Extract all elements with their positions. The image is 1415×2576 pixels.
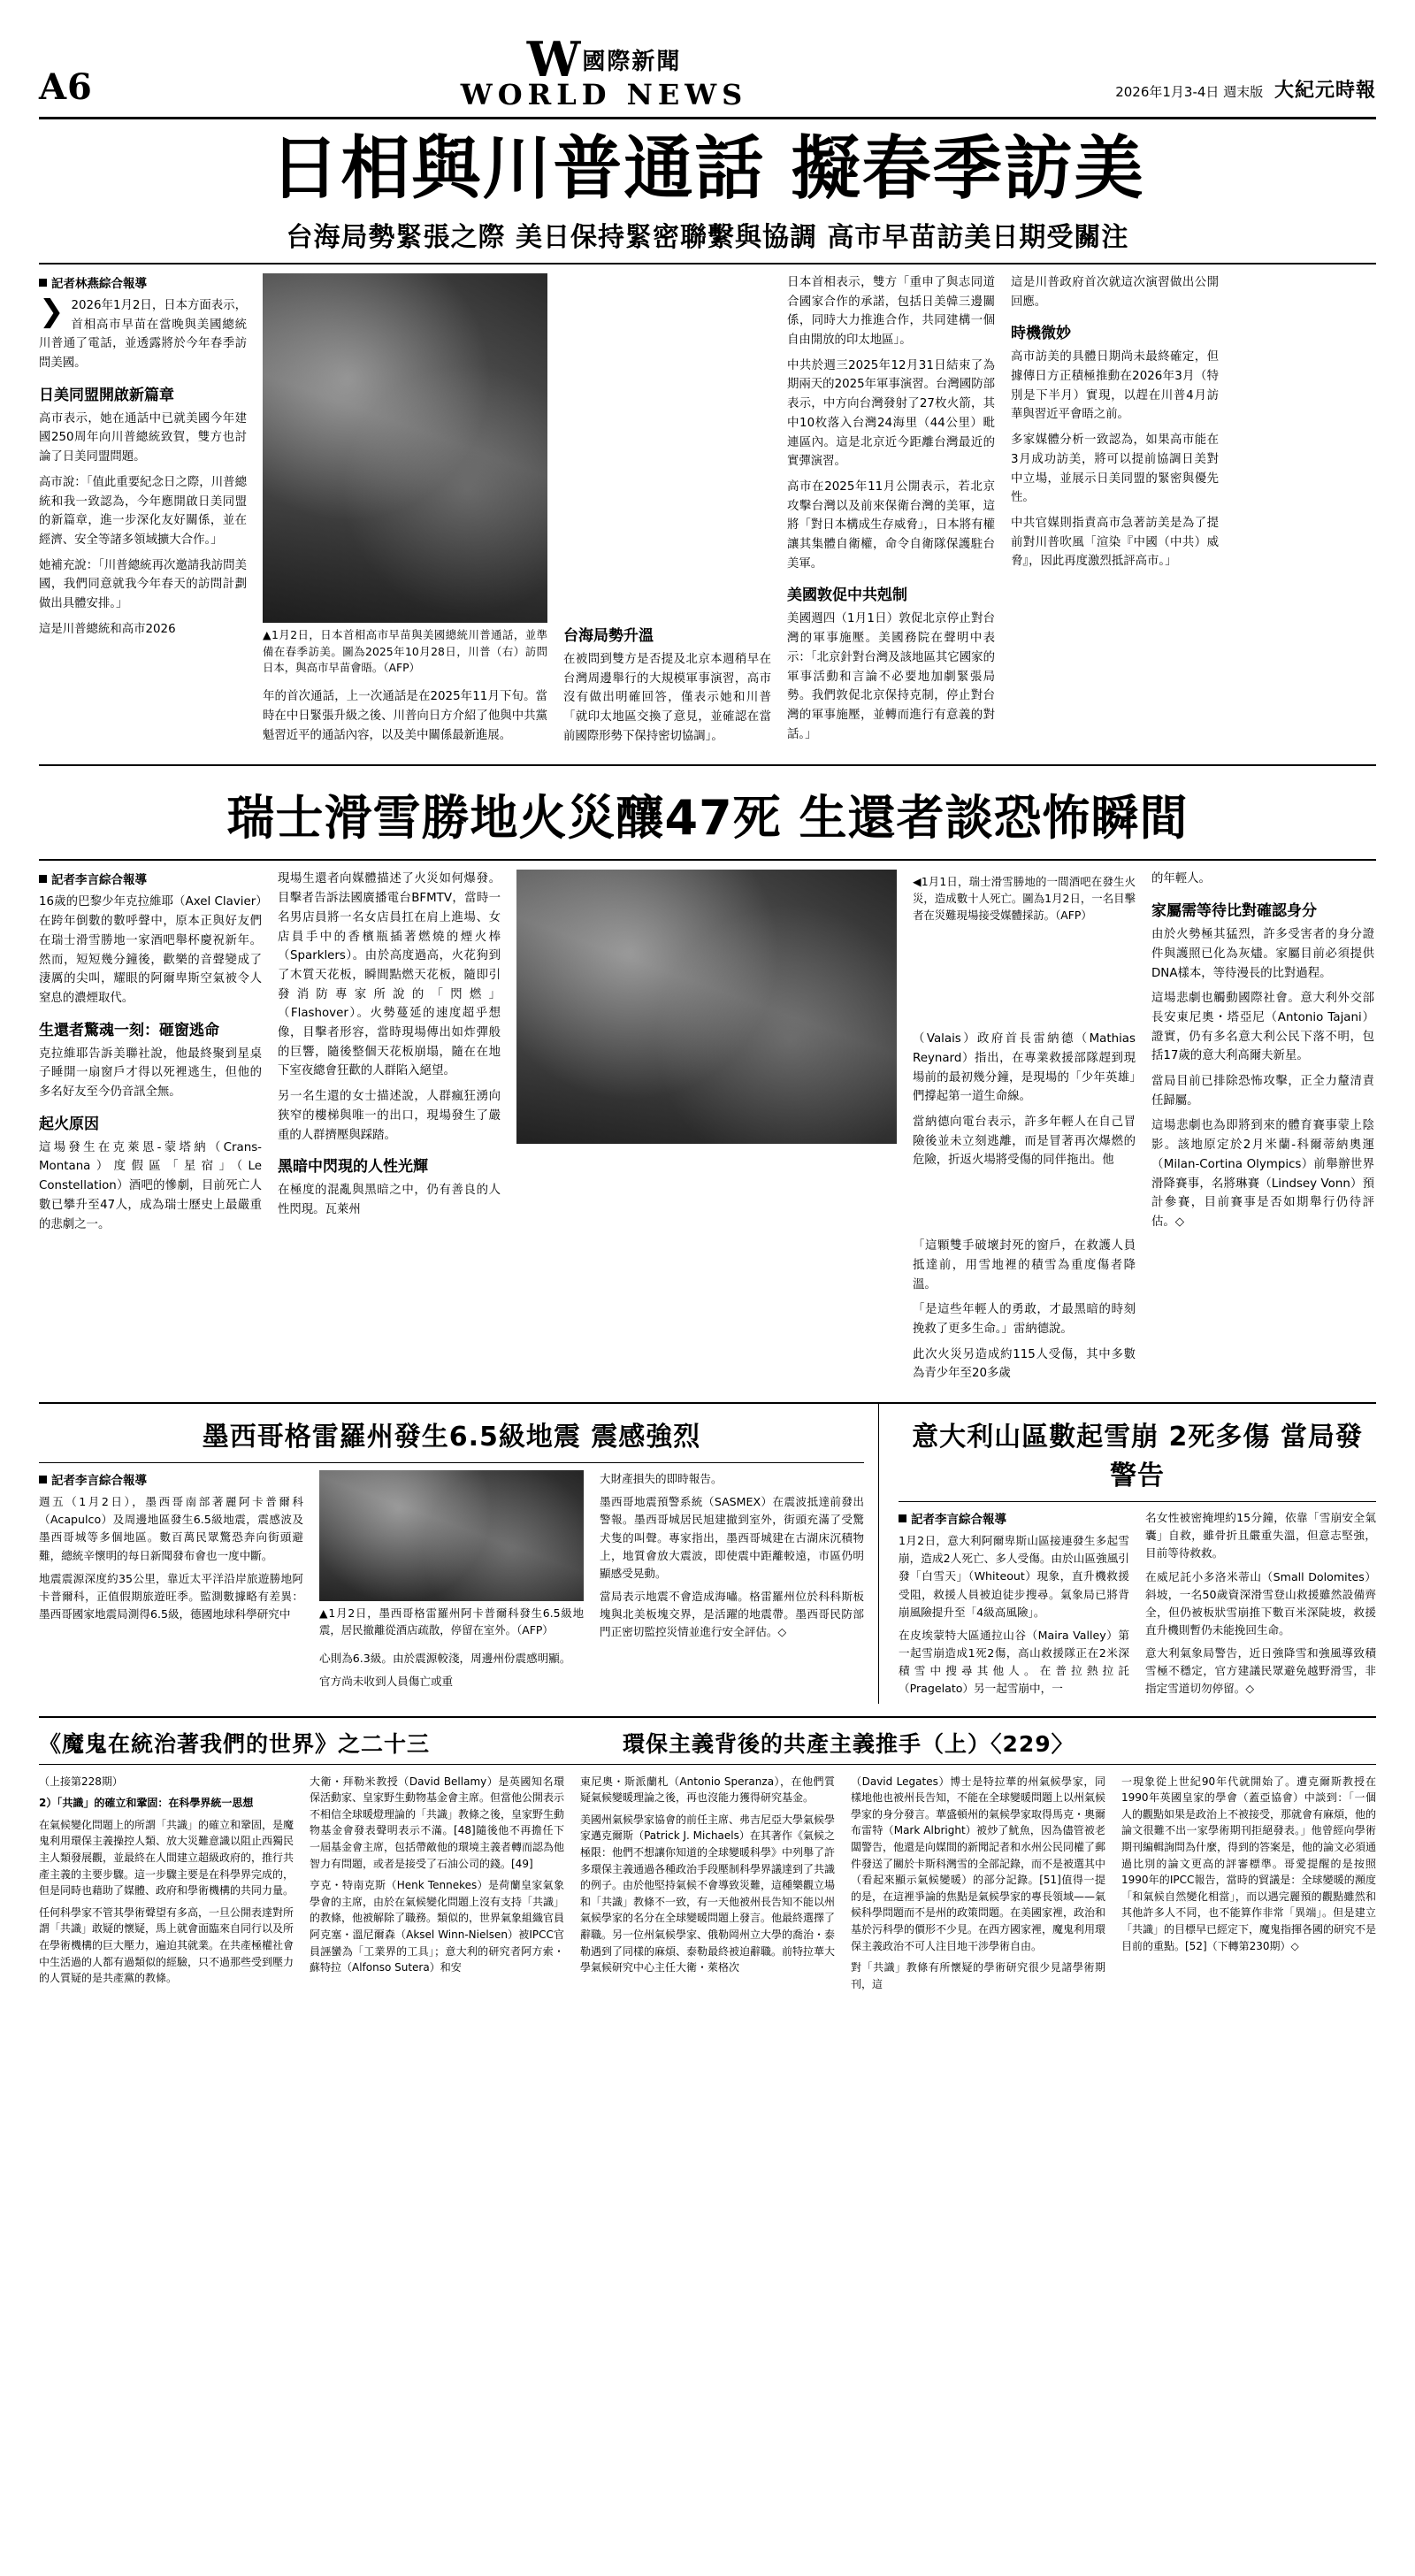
quake-story — [39, 1404, 879, 1703]
swiss-col-1 — [39, 870, 262, 1240]
swiss-section-heading-1: 起火原因 — [39, 1115, 99, 1133]
quake-para: 墨西哥地震預警系統（SASMEX）在震波抵達前發出警報。墨西哥城居民旭建撤到室外，街頭充滿了受驚犬隻的叫聲。專家指出，墨西哥城建在古湖床沉積物上，地質會放大震波，即使震中距離較遠，市區仍明顯感受晃動。 — [600, 1495, 864, 1580]
lead-photo-caption: ▲1月2日，日本首相高市早苗與美國總統川普通話，並準備在春季訪美。圖為2025年10月28日，川普（右）訪問日本，與高市早苗會晤。（AFP） — [263, 627, 547, 675]
lead-para: 美國週四（1月1日）敦促北京停止對台灣的軍事施壓。美國務院在聲明中表示：「北京針對台灣及該地區其它國家的軍事活動和言論不必要地加劇緊張局勢。我們敦促北京保持克制，停止對台灣的軍事施壓，並轉而進行有意義的對話。」 — [787, 612, 995, 741]
quake-col-1 — [39, 1470, 303, 1696]
book-para: 大衛・拜勒米教授（David Bellamy）是英國知名環保活動家、皇家野生動物基金會主席。但當他公開表示不相信全球暖燈理論的「共識」教條之後，皇家野生動物基金會發表聲明表示不滿。[48]隨後他不再擔任下一屆基金會主席，包括帶敵他的環境主義者轉而認為他智力有問題，或者是接受了石油公司的錢。[49] — [310, 1775, 565, 1870]
swiss-para: 這場發生在克萊恩-蒙塔納（Crans-Montana）度假區「星宿」（Le Constellation）酒吧的慘劇，目前死亡人數已攀升至47人，成為瑞士歷史上最嚴重的悲劇之一。 — [39, 1140, 262, 1231]
book-title-row — [39, 1727, 1376, 1759]
book-para: 亨克・特南克斯（Henk Tennekes）是荷蘭皇家氣象學會的主席，由於在氣候變化問題上沒有支持「共識」的教條，他被解除了職務。類似的，世界氣象組織官員阿克塞・溫尼爾森（Aksel Winn-Nielsen）被IPCC官員誣蠻為「工業界的工具」；意大利的研究者阿方索・蘇特拉（Alfonso Sutera）和安 — [310, 1879, 565, 1974]
lead-section-heading-0: 日美同盟開啟新篇章 — [39, 386, 174, 404]
avalanche-para: 名女性被密掩埋約15分鐘，依靠「雪崩安全氣囊」自救，雖骨折且嚴重失溫，但意志堅強，目前等待救救。 — [1145, 1511, 1376, 1560]
lead-col-4 — [787, 273, 995, 753]
swiss-para: （Valais）政府首長雷納德（Mathias Reynard）指出，在專業救援部隊趕到現場前的最初幾分鐘，是現場的「少年英雄」們撐起第一道生命線。 — [913, 1032, 1136, 1104]
lead-col-1 — [39, 273, 247, 753]
lead-rule — [39, 263, 1376, 264]
avalanche-headline: 意大利山區數起雪崩 2死多傷 當局發警告 — [912, 1422, 1363, 1492]
avalanche-byline: 記者李言綜合報導 — [899, 1509, 1129, 1527]
swiss-section-heading-0: 生還者驚魂一刻：砸窗逃命 — [39, 1021, 219, 1039]
avalanche-col-2 — [1145, 1509, 1376, 1703]
avalanche-para: 在威尼託小多洛米蒂山（Small Dolomites）斜坡，一名50歲資深滑雪登山救援雖然設備齊全，但仍被板狀雪崩推下數百米深陡坡，救援直升機則暫仍未能挽回生命。 — [1145, 1569, 1376, 1637]
lead-para: 高市表示，她在通話中已就美國今年建國250周年向川普總統致賀，雙方也討論了日美同盟問題。 — [39, 411, 247, 464]
swiss-photo-caption: ◀1月1日，瑞士滑雪勝地的一間酒吧在發生火災，造成數十人死亡。圖為1月2日，一名目擊者在災難現場接受媒體採訪。（AFP） — [913, 875, 1136, 922]
quake-byline: 記者李言綜合報導 — [39, 1470, 303, 1488]
quake-col-3 — [600, 1470, 864, 1696]
swiss-para: 「這顆雙手破壞封死的窗戶，在救護人員抵達前，用雪地裡的積雪為重度傷者降溫。 — [913, 1239, 1136, 1292]
quake-para: 週五（1月2日），墨西哥南部著麗阿卡普爾科（Acapulco）及周邊地區發生6.5級地震，震感波及墨西哥城等多個地區。數百萬民眾驚恐奔向街頭避難，總統辛懷明的每日新聞發布會也一度中斷。 — [39, 1495, 303, 1562]
book-col-4 — [851, 1774, 1105, 1998]
section-divider-1 — [39, 764, 1376, 766]
swiss-photo — [516, 870, 897, 1144]
book-para: 美國州氣候學家協會的前任主席、弗吉尼亞大學氣候學家邁克爾斯（Patrick J. Michaels）在其著作《氣候之極限：他們不想讓你知道的全球變暖科學》中列舉了許多環保主義通過各種政治手段壓制科學界議達到了共識的例子。由於他堅持氣候不會導致災難，這種樂觀立場和「共識」教條不一致，有一天他被州長告知不能以州氣候學家的名分在全球變暖問題上發言。他最終選擇了辭職。另一位州氣候學家、俄勒岡州立大學的喬治・泰勒遇到了同樣的麻煩、泰勒最終被迫辭職。前特拉華大學氣候研究中心主任大衛・萊格次 — [580, 1813, 836, 1974]
swiss-para: 這場悲劇也為即將到來的體育賽事蒙上陰影。該地原定於2月米蘭-科爾蒂納奧運（Milan-Cortina Olympics）前舉辦世界滑降賽事，名將琳賽（Lindsey Vonn）預計參賽，目前賽事是否如期舉行仍待評估。◇ — [1151, 1119, 1374, 1229]
avalanche-para: 1月2日，意大利阿爾卑斯山區接連發生多起雪崩，造成2人死亡、多人受傷。由於山區強風引發「白雪天」（Whiteout）現象，直升機救援受阻，救援人員被迫徒步搜尋。氣象局已將背崩風險提升至「4級高風險」。 — [899, 1534, 1129, 1619]
swiss-para: 現場生還者向媒體描述了火災如何爆發。目擊者告訴法國廣播電台BFMTV，當時一名男店員將一名女店員扛在肩上進場、女店員手中的香檳瓶插著燃燒的煙火棒（Sparklers）。由於高度過高，火花狗到了木質天花板，瞬間點燃天花板，隨即引發消防專家所說的「閃燃」（Flashover）。火勢蔓延的速度超乎想像，目擊者形容，當時現場傳出如炸彈般的巨響，隨後整個天花板崩塌，隨在在地下室夜總會狂歡的人群陷入絕望。 — [278, 872, 501, 1078]
lead-col-3 — [563, 273, 771, 753]
lead-spacer — [563, 273, 771, 623]
lead-subhead: 台海局勢緊張之際 美日保持緊密聯繫與協調 高市早苗訪美日期受關注 — [286, 221, 1129, 253]
quake-headline: 墨西哥格雷羅州發生6.5級地震 震感強烈 — [202, 1422, 701, 1453]
masthead-rule — [39, 117, 1376, 119]
quake-para: 官方尚未收到人員傷亡或重 — [319, 1674, 454, 1688]
swiss-para: 克拉維耶告訴美聯社說，他最終聚到星桌子睡開一扇窗戶才得以死裡逃生，但他的多名好友至今仍音訊全無。 — [39, 1046, 262, 1100]
lead-col-5 — [1011, 273, 1219, 753]
avalanche-col-1 — [899, 1509, 1129, 1703]
lead-para: 年的首次通話，上一次通話是在2025年11月下旬。當時在中日緊張升級之後、川普向日方介紹了他與中共黨魁習近平的通話內容，以及美中關係最新進展。 — [263, 690, 547, 742]
book-series-title: 《魔鬼在統治著我們的世界》之二十三 — [39, 1730, 431, 1757]
swiss-para: 的年輕人。 — [1151, 872, 1211, 886]
book-continued-from: （上接第228期） — [39, 1775, 123, 1788]
avalanche-para: 在皮埃蒙特大區通拉山谷（Maira Valley）第一起雪崩造成1死2傷，高山救援隊正在2米深積雪中搜尋其他人。在普拉熱拉託（Pragelato）另一起雪崩中，一 — [899, 1628, 1129, 1696]
swiss-col-caption — [913, 870, 1136, 1240]
lead-columns — [39, 273, 1376, 753]
book-col-5 — [1121, 1774, 1376, 1998]
book-col-3 — [580, 1774, 835, 1998]
lead-drop-intro: ❯ 2026年1月2日，日本方面表示，首相高市早苗在當晚與美國總統川普通了電話，並透露將於今年春季訪問美國。 — [39, 293, 247, 370]
swiss-col-2 — [278, 870, 501, 1240]
lead-para: 她補充說：「川普總統再次邀請我訪問美國，我們同意就我今年春天的訪問計劃做出具體安排。」 — [39, 558, 247, 611]
lead-col-2 — [263, 273, 547, 753]
swiss-headline: 瑞士滑雪勝地火災釀47死 生還者談恐怖瞬間 — [226, 790, 1189, 847]
swiss-para: 由於火勢極其猛烈，許多受害者的身分證件與護照已化為灰燼。家屬目前必須提供DNA樣本，等待漫長的比對過程。 — [1151, 928, 1374, 980]
book-col-1 — [39, 1774, 294, 1998]
swiss-col-4 — [1151, 870, 1374, 1240]
swiss-columns — [39, 870, 1376, 1240]
swiss-para: 當納德向電台表示，許多年輕人在自己冒險後並未立刻逃離，而是冒著再次爆燃的危險，折返火場將受傷的同伴拖出。他 — [913, 1116, 1136, 1168]
lead-section-heading-2: 台海局勢升溫 — [563, 626, 654, 645]
swiss-rule — [39, 859, 1376, 861]
swiss-col-photo — [516, 870, 897, 1240]
swiss-para: 「是這些年輕人的勇敢，才最黑暗的時刻挽救了更多生命。」雷納德說。 — [913, 1303, 1136, 1337]
lead-section-heading-4: 時機微妙 — [1011, 325, 1071, 343]
lead-para: 日本首相表示，雙方「重申了與志同道合國家合作的承諾，包括日美韓三邊關係，同時大力推進合作，共同建構一個自由開放的印太地區」。 — [787, 275, 995, 347]
lead-para: 中共官媒則指責高市急著訪美是為了提前對川普吹風「渲染『中國（中共）威脅』，因此再度激烈抵評高市。」 — [1011, 516, 1219, 569]
swiss-para: 此次火災另造成約115人受傷，其中多數為青少年至20多歲 — [913, 1347, 1136, 1381]
lead-para: 高市訪美的具體日期尚未最終確定，但據傳日方正積極推動在2026年3月（特別是下半月）實現，以趕在川普4月訪華與習近平會晤之前。 — [1011, 350, 1219, 422]
masthead-paper-name: 大紀元時報 — [1274, 80, 1376, 102]
section-divider-3 — [39, 1716, 1376, 1718]
swiss-para: 在極度的混亂與黑暗之中，仍有善良的人性閃現。瓦萊州 — [278, 1184, 501, 1216]
book-columns — [39, 1774, 1376, 1998]
quake-photo — [319, 1470, 584, 1601]
quake-columns — [39, 1470, 864, 1696]
quake-photo-caption: ▲1月2日，墨西哥格雷羅州阿卡普爾科發生6.5級地震，居民撤離從酒店疏散，停留在室外。（AFP） — [319, 1606, 584, 1637]
square-bullet-icon — [899, 1514, 906, 1522]
avalanche-para: 意大利氣象局警告，近日強降雪和強風導致積雪極不穩定，官方建議民眾避免越野滑雪，非指定雪道切勿停留。◇ — [1145, 1646, 1376, 1696]
mid-stories — [39, 1404, 1376, 1703]
lead-para: 多家媒體分析一致認為，如果高市能在3月成功訪美，將可以提前協調日美對中立場，並展示日美同盟的緊密與優先性。 — [1011, 433, 1219, 505]
lead-section-heading-3: 美國敦促中共剋制 — [787, 586, 907, 605]
book-subheading: 2）「共識」的確立和鞏固：在科學界統一思想 — [39, 1797, 254, 1810]
swiss-section-heading-3: 家屬需等待比對確認身分 — [1151, 902, 1317, 921]
square-bullet-icon — [39, 1476, 47, 1484]
swiss-para: 16歲的巴黎少年克拉維耶（Axel Clavier）在跨年倒數的數呼聲中，原本正與好友們在瑞士滑雪勝地一家酒吧舉杯慶祝新年。然而，短短幾分鐘後，歡樂的音聲變成了淒厲的尖叫，耀眼的阿爾卑斯空氣被令人窒息的濃煙取代。 — [39, 895, 262, 1005]
lead-byline: 記者林燕綜合報導 — [39, 273, 247, 291]
masthead-date-block — [1115, 75, 1376, 108]
avalanche-story — [899, 1404, 1376, 1703]
lead-para: 中共於週三2025年12月31日結束了為期兩天的2025年軍事演習。台灣國防部表示，中方向台灣發射了27枚火箭，其中10枚落入台灣24海里（44公里）毗連區內。這是北京近今距離台灣最近的實彈演習。 — [787, 358, 995, 469]
swiss-para: 另一名生還的女士描述說，人群瘋狂湧向狹窄的樓梯與唯一的出口，現場發生了嚴重的人群擠壓與踩踏。 — [278, 1090, 501, 1142]
swiss-para: 這場悲劇也觸動國際社會。意大利外交部長安東尼奧・塔亞尼（Antonio Tajani）證實，仍有多名意大利公民下落不明，包括17歲的意大利高爾夫新星。 — [1151, 992, 1374, 1063]
swiss-byline: 記者李言綜合報導 — [39, 870, 262, 887]
lead-para: 在被問到雙方是否提及北京本週稍早在台灣周邊舉行的大規模軍事演習，高市沒有做出明確回答，僅表示她和川普「就印太地區交換了意見，並確認在當前國際形勢下保持密切協調」。 — [563, 652, 771, 743]
lead-para: 高市說：「值此重要紀念日之際，川普總統和我一致認為，今年應開啟日美同盟的新篇章，進一步深化友好關係，並在經濟、安全等諸多領域擴大合作。」 — [39, 475, 247, 547]
masthead — [39, 31, 1376, 113]
lead-headline: 日相與川普通話 擬春季訪美 — [270, 129, 1145, 209]
lead-photo — [263, 273, 547, 623]
masthead-english-title: WORLD NEWS — [460, 78, 748, 111]
arrow-icon: ❯ — [39, 293, 65, 329]
page-folio: A6 — [39, 66, 93, 108]
masthead-date: 2026年1月3-4日 週末版 — [1115, 84, 1264, 100]
swiss-section-heading-2: 黑暗中閃現的人性光輝 — [278, 1158, 428, 1177]
square-bullet-icon — [39, 875, 47, 883]
book-para: 對「共識」教條有所懷疑的學術研究很少見諸學術期刊，這 — [851, 1961, 1105, 1990]
book-para: 在氣候變化問題上的所謂「共識」的確立和鞏固，是魔鬼利用環保主義操控人類、放大災難意識以阻止西獨民主人類發展觀，並最終在人間建立超級政府的，推行共產主義的主要步驟。這一步驟主要是在科學界完成的，但是同時也藉助了媒體、政府和學術機構的共同力量。 — [39, 1818, 294, 1898]
lead-para: 這是川普政府首次就這次演習做出公開回應。 — [1011, 275, 1219, 309]
env-article-title: 環保主義背後的共產主義推手（上）〈229〉 — [623, 1730, 1075, 1757]
book-para: （David Legates）博士是特拉華的州氣候學家，同樣地他也被州長告知，不能在全球變暖問題上以州氣候學家的身分發言。華盛頓州的氣候學家取得馬克・奧爾布雷特（Mark Albright）被炒了魷魚，因為儘管被老闆警告，他還是向媒間的新聞記者和水州公民同權了郵件發送了關於卡斯科灣雪的全部記錄，而不是被選其中（看起來顯示氣候變暖）的部分記錄。[51]值得一提的是，在這裡爭論的焦點是氣候學家的專長領域——氣候科學問題而不是州的政策問題。在美國家裡，政治和基於污科學的價形不少見。在西方國家裡，魔鬼利用環保主義政治不可人注目地干涉學術自由。 — [851, 1775, 1106, 1952]
quake-para: 地震震源深度約35公里，靠近太平洋沿岸旅遊勝地阿卡普爾科，正值假期旅遊旺季。監測數據略有差異：墨西哥國家地震局測得6.5級，德國地球科學研究中 — [39, 1571, 303, 1622]
book-col-2 — [310, 1774, 564, 1998]
quake-para: 大財產損失的即時報告。 — [600, 1472, 723, 1486]
swiss-jump-row — [39, 1237, 1376, 1390]
book-para: 任何科學家不管其學術聲望有多高，一旦公開表達對所謂「共識」敢疑的懷疑，馬上就會面臨來自同行以及所在學術機構的巨大壓力，遍迫其就業。在共產極權社會中生活過的人都有過類似的經驗，只不過那些受到壓力的人質疑的是共產黨的教條。 — [39, 1905, 294, 1985]
book-para: 東尼奧・斯派蘭札（Antonio Speranza），在他們質疑氣候變暖理論之後，再也沒能力獲得研究基金。 — [580, 1775, 835, 1805]
swiss-para: 當局目前已排除恐怖攻擊，正全力釐清責任歸屬。 — [1151, 1075, 1374, 1108]
quake-para: 當局表示地震不會造成海嘯。格雷羅州位於科科斯板塊與北美板塊交界，是活躍的地震帶。墨西哥民防部門正密切監控災情並進行安全評估。◇ — [600, 1590, 864, 1639]
lead-para: 高市在2025年11月公開表示，若北京攻擊台灣以及前來保衛台灣的美軍，這將「對日本構成生存威脅」，日本將有權讓其集體自衛權，命令自衛隊保護駐台美軍。 — [787, 479, 995, 571]
masthead-w-logo: W — [526, 31, 581, 88]
masthead-chinese-title: 國際新聞 — [582, 48, 682, 75]
lead-para: 這是川普總統和高市2026 — [39, 622, 176, 636]
avalanche-columns — [899, 1509, 1376, 1703]
square-bullet-icon — [39, 279, 47, 287]
quake-col-2 — [319, 1470, 584, 1696]
quake-para: 心則為6.3級。由於震源較淺，周邊州份震感明顯。 — [319, 1651, 571, 1665]
swiss-jump-col — [913, 1237, 1136, 1390]
book-para: 一現象從上世紀90年代就開始了。遭克爾斯教授在1990年英國皇家的學會（蓋亞協會）中談到：「一個人的觀點如果是政治上不被接受，那就會有麻煩，他的論文很難不出一家學術期刊拒絕發表。」他曾經向學術期刊編輯詢問為什麼，得到的答案是，他的論文必須通過比別的論文更高的評審標準。哥愛提醒的是按照1990年的IPCC報告，當時的貿議是：全球變暖的瀕度「和氣候自然變化相當」，而以遇完麗預的觀點雖然和其他許多人不同，也不能算作非常「異端」。但是建立「共識」的目標早已經定下，魔鬼指揮各國的研究不是目前的重點。[52]（下轉第230期）◇ — [1121, 1775, 1377, 1952]
masthead-title-block — [93, 31, 1115, 111]
